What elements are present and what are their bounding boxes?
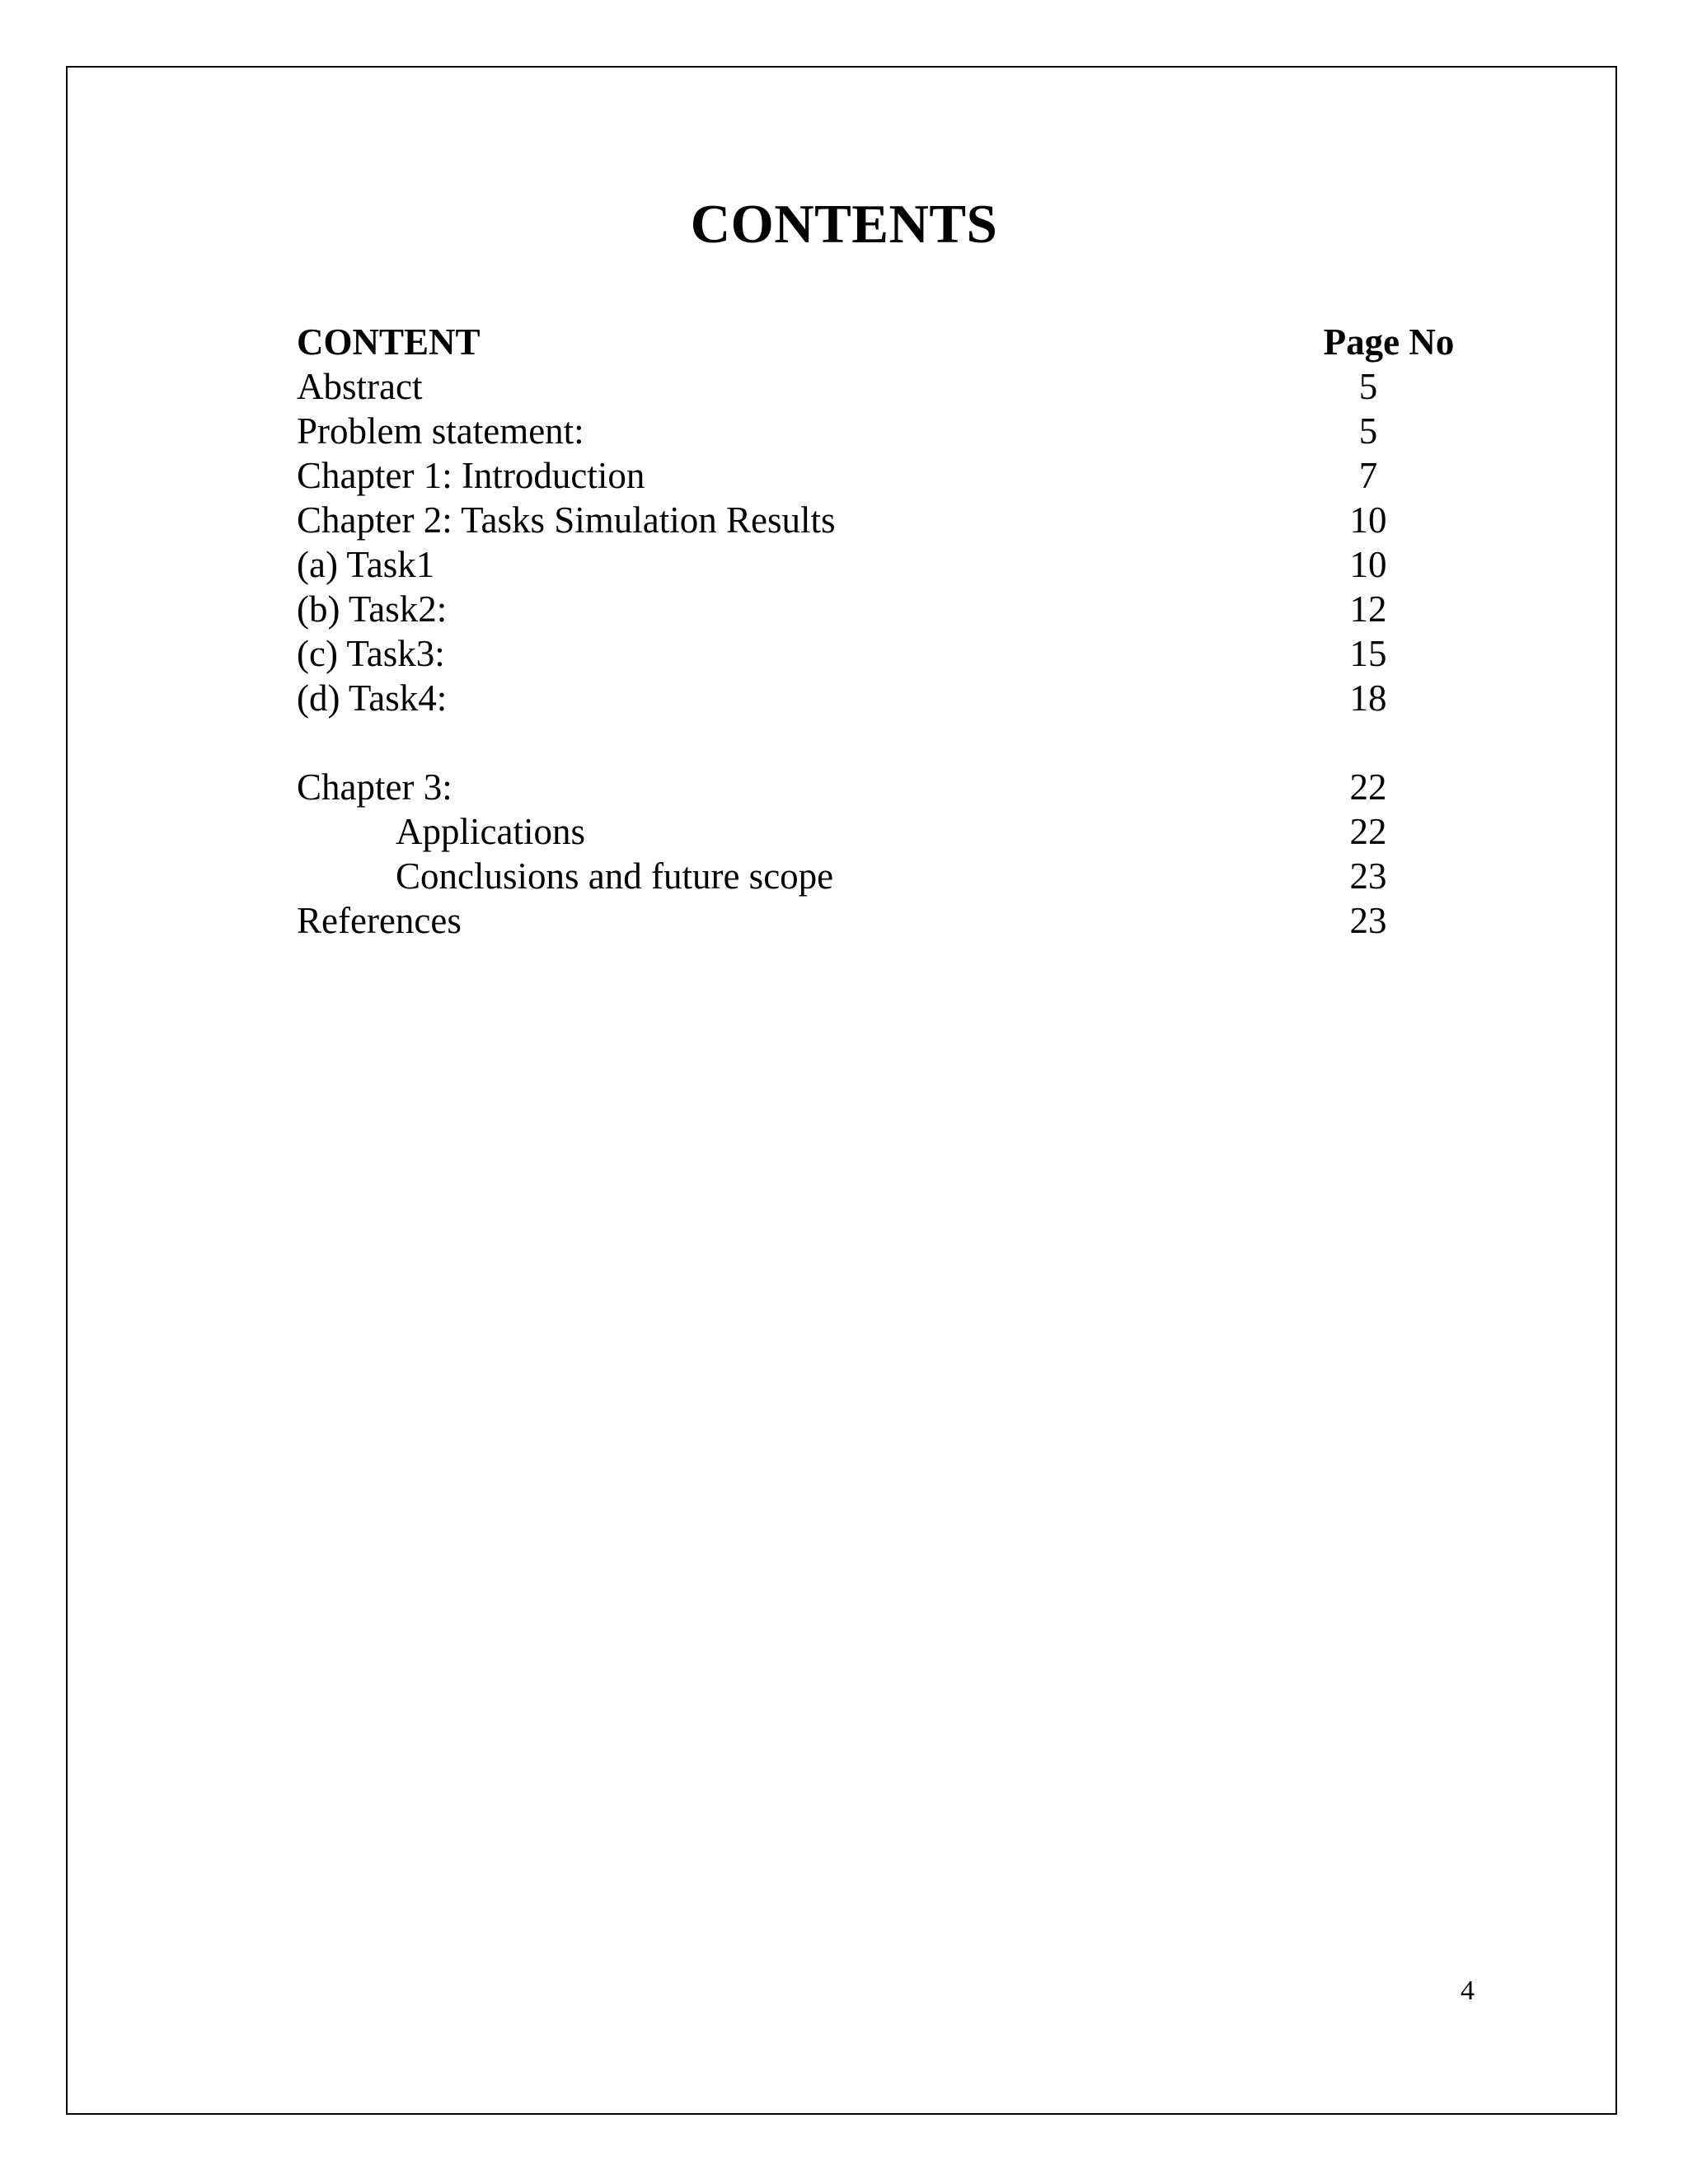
toc-entry-task3 xyxy=(297,631,1467,676)
toc-header xyxy=(297,320,1467,364)
toc-entry-title: (c) Task3: xyxy=(297,633,445,674)
toc-entry-page: 18 xyxy=(1349,677,1387,719)
toc-entry-conclusions xyxy=(297,854,1467,898)
toc-entry-title: Problem statement: xyxy=(297,410,584,452)
toc-entry-page: 15 xyxy=(1349,633,1387,674)
toc-entry-page: 12 xyxy=(1349,588,1387,630)
toc-entry-abstract xyxy=(297,364,1467,409)
toc-entry-chapter-2 xyxy=(297,498,1467,542)
toc-entry-page: 5 xyxy=(1358,410,1378,452)
toc-entry-title: (b) Task2: xyxy=(297,588,448,630)
page-title: CONTENTS xyxy=(690,194,998,255)
toc-entry-task2 xyxy=(297,587,1467,631)
toc-entry-title: (d) Task4: xyxy=(297,677,448,719)
toc-header-content-label: CONTENT xyxy=(297,321,481,363)
toc-entry-problem-statement xyxy=(297,409,1467,453)
toc-entry-page: 23 xyxy=(1349,900,1387,941)
toc-entry-references xyxy=(297,898,1467,943)
toc-entry-title: Applications xyxy=(396,811,585,852)
toc-entry-title: Conclusions and future scope xyxy=(396,855,834,897)
toc-entry-title: Chapter 3: xyxy=(297,766,452,808)
toc-entry-page: 22 xyxy=(1349,766,1387,808)
toc-entry-title: References xyxy=(297,900,462,941)
page-number: 4 xyxy=(1461,1975,1475,2006)
toc-entry-title: (a) Task1 xyxy=(297,544,435,585)
toc-entry-task4 xyxy=(297,676,1467,720)
toc-entry-chapter-3 xyxy=(297,765,1467,809)
toc-entry-page: 5 xyxy=(1358,366,1378,407)
toc-entry-title: Abstract xyxy=(297,366,423,407)
toc-entry-task1 xyxy=(297,542,1467,587)
toc-entry-page: 7 xyxy=(1358,455,1378,496)
toc-entry-page: 23 xyxy=(1349,855,1387,897)
toc-entry-page: 22 xyxy=(1349,811,1387,852)
toc-entry-page: 10 xyxy=(1349,544,1387,585)
toc-spacer xyxy=(297,720,1467,765)
toc-entry-title: Chapter 2: Tasks Simulation Results xyxy=(297,499,836,541)
toc-entry-title: Chapter 1: Introduction xyxy=(297,455,645,496)
toc-entry-page: 10 xyxy=(1349,499,1387,541)
toc-entry-chapter-1 xyxy=(297,453,1467,498)
table-of-contents xyxy=(297,320,1467,943)
toc-header-page-label: Page No xyxy=(1323,321,1455,363)
toc-entry-applications xyxy=(297,809,1467,854)
